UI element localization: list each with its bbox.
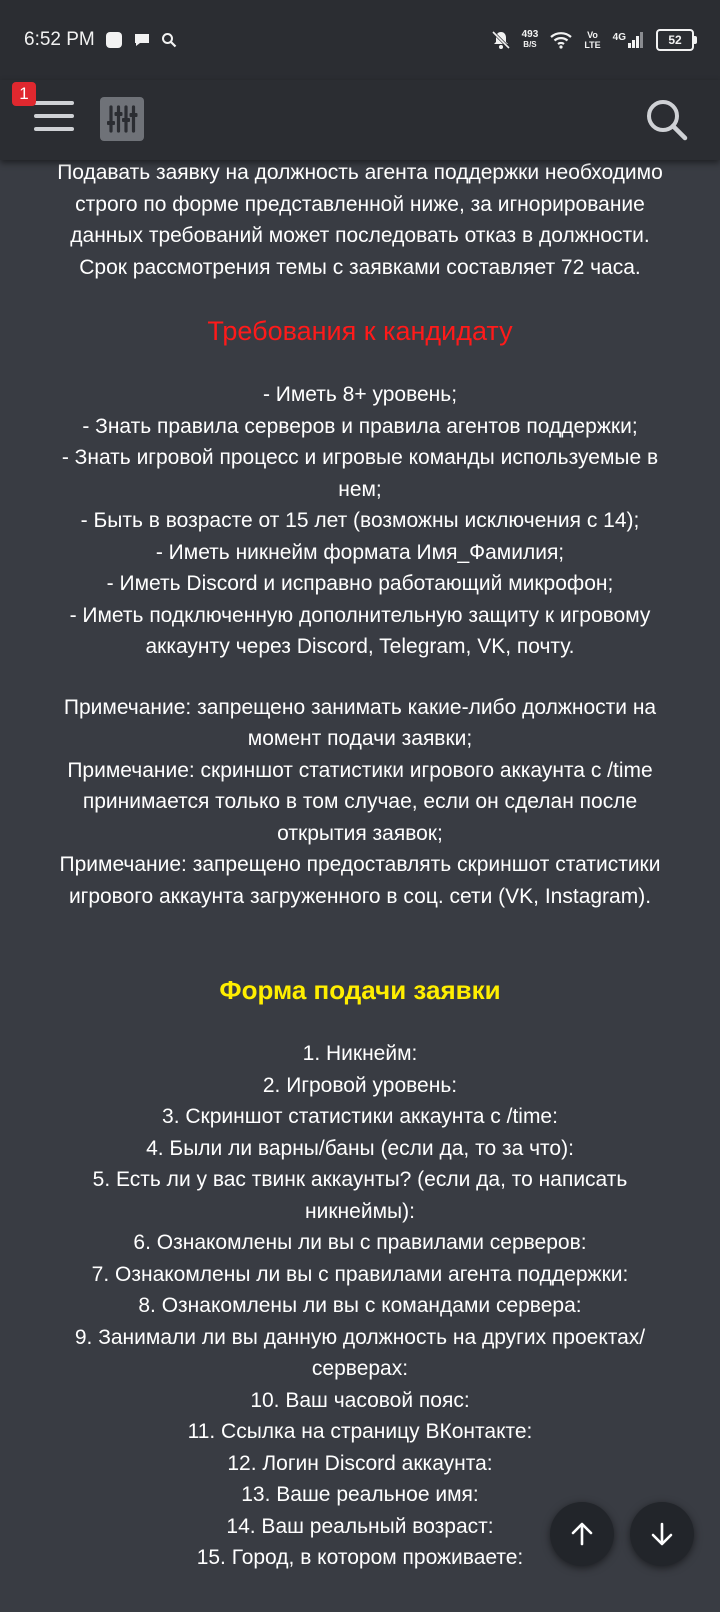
form-field-line: серверах: xyxy=(311,1357,409,1380)
requirements-list xyxy=(24,379,696,663)
post-content xyxy=(0,160,720,1574)
note-line: Примечание: запрещено занимать какие-либо должности на xyxy=(63,695,657,719)
requirement-line: аккаунту через Discord, Telegram, VK, почту. xyxy=(145,635,575,658)
sliders-icon xyxy=(106,104,138,134)
menu-icon-bar xyxy=(34,114,74,118)
chat-notification-icon xyxy=(133,32,151,48)
intro-line: Подавать заявку на должность агента поддержки необходимо xyxy=(57,161,663,184)
status-time: 6:52 PM xyxy=(24,29,95,50)
menu-icon-bar xyxy=(34,127,74,131)
battery-icon xyxy=(656,29,694,51)
form-field-line: 6. Ознакомлены ли вы с правилами серверов: xyxy=(133,1231,587,1254)
wifi-icon xyxy=(550,31,572,49)
app-notification-icon xyxy=(105,31,123,49)
form-field-line: 15. Город, в котором проживаете: xyxy=(196,1546,524,1569)
requirement-line: - Иметь 8+ уровень; xyxy=(262,383,458,406)
note-line: Примечание: запрещено предоставлять скриншот статистики xyxy=(59,853,661,876)
notes-list xyxy=(24,692,696,913)
arrow-down-icon xyxy=(649,1521,675,1547)
app-bar xyxy=(0,80,720,160)
scroll-up-button[interactable] xyxy=(550,1502,614,1566)
signal-icon xyxy=(628,32,644,48)
bell-off-icon xyxy=(492,30,510,50)
intro-line: данных требований может последовать отказ в должности. xyxy=(70,224,650,247)
form-field-line: никнеймы): xyxy=(305,1199,415,1223)
form-field-line: 5. Есть ли у вас твинк аккаунты? (если да, то написать xyxy=(92,1168,628,1191)
net-speed xyxy=(522,30,539,50)
form-field-line: 2. Игровой уровень: xyxy=(262,1073,458,1097)
form-field-line: 4. Были ли варны/баны (если да, то за что): xyxy=(146,1136,574,1160)
requirement-line: - Иметь Discord и исправно работающий микрофон; xyxy=(106,572,614,595)
note-line: игрового аккаунта загруженного в соц. сети (VK, Instagram). xyxy=(68,884,652,908)
form-field-line: 13. Ваше реальное имя: xyxy=(241,1483,479,1506)
form-field-line: 8. Ознакомлены ли вы с командами сервера: xyxy=(138,1294,582,1317)
note-line: Примечание: скриншот статистики игрового аккаунта с /time xyxy=(67,758,653,782)
filter-button[interactable] xyxy=(100,97,144,141)
note-line: открытия заявок; xyxy=(277,821,443,845)
network-type: 4G xyxy=(612,32,626,43)
note-line: принимается только в том случае, если он сделан после xyxy=(82,790,638,813)
search-notification-icon xyxy=(161,32,177,48)
volte-top: Vo xyxy=(587,30,598,40)
requirement-line: нем; xyxy=(338,477,382,501)
volte-bottom: LTE xyxy=(584,40,601,50)
notification-badge: 1 xyxy=(12,82,36,106)
search-icon xyxy=(644,97,690,143)
status-bar-right xyxy=(492,29,694,51)
net-speed-unit: B/S xyxy=(523,40,537,49)
battery-level: 52 xyxy=(668,33,682,47)
arrow-up-icon xyxy=(569,1521,595,1547)
form-fields-list xyxy=(24,1038,696,1574)
status-bar-left xyxy=(24,29,177,51)
menu-button[interactable] xyxy=(34,101,74,137)
signal-group xyxy=(613,32,644,48)
requirement-line: - Знать правила серверов и правила агентов поддержки; xyxy=(82,414,638,438)
form-field-line: 1. Никнейм: xyxy=(302,1042,418,1065)
search-button[interactable] xyxy=(644,97,690,143)
scroll-down-button[interactable] xyxy=(630,1502,694,1566)
net-speed-value: 493 xyxy=(521,29,539,40)
status-bar xyxy=(0,0,720,80)
form-field-line: 7. Ознакомлены ли вы с правилами агента поддержки: xyxy=(91,1262,629,1286)
intro-line: строго по форме представленной ниже, за игнорирование xyxy=(75,192,645,216)
note-line: момент подачи заявки; xyxy=(247,727,473,750)
intro-line: Срок рассмотрения темы с заявками составляет 72 часа. xyxy=(79,255,641,279)
requirement-line: - Иметь никнейм формата Имя_Фамилия; xyxy=(155,540,565,564)
intro-text xyxy=(24,157,696,283)
form-field-line: 14. Ваш реальный возраст: xyxy=(226,1514,494,1538)
form-field-line: 9. Занимали ли вы данную должность на других проектах/ xyxy=(74,1325,646,1349)
form-field-line: 12. Логин Discord аккаунта: xyxy=(227,1451,493,1475)
requirement-line: - Знать игровой процесс и игровые команды используемые в xyxy=(61,446,659,469)
form-field-line: 11. Ссылка на страницу ВКонтакте: xyxy=(187,1420,533,1443)
form-field-line: 10. Ваш часовой пояс: xyxy=(250,1388,470,1412)
menu-icon xyxy=(34,101,74,105)
requirement-line: - Иметь подключенную дополнительную защиту к игровому xyxy=(69,603,651,627)
requirement-line: - Быть в возрасте от 15 лет (возможны исключения с 14); xyxy=(80,509,640,532)
form-field-line: 3. Скриншот статистики аккаунта с /time: xyxy=(162,1105,558,1128)
requirements-heading: Требования к кандидату xyxy=(207,316,513,346)
form-heading: Форма подачи заявки xyxy=(219,975,501,1005)
volte-indicator xyxy=(584,30,600,50)
